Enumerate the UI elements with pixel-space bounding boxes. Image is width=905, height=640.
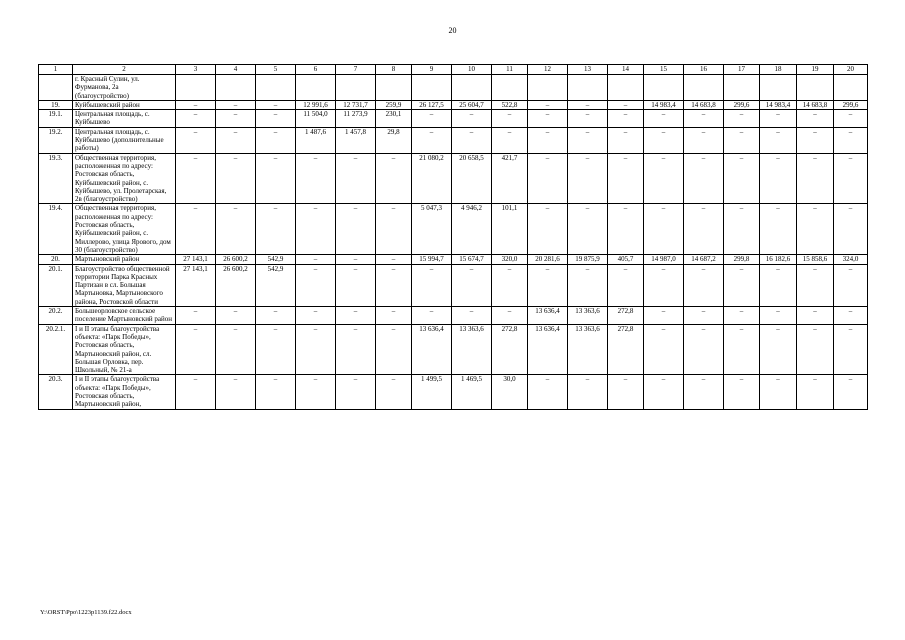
value-cell: 299,6 [724,100,760,109]
value-cell: – [644,375,684,409]
value-cell: 14 987,0 [644,255,684,264]
value-cell: – [797,324,834,375]
value-cell: – [336,307,376,325]
value-cell: – [724,204,760,255]
row-name-cell: Центральная площадь, с. Куйбышево [73,110,176,128]
value-cell: 19 875,9 [568,255,608,264]
value-cell: – [797,264,834,306]
value-cell: 1 469,5 [452,375,492,409]
value-cell: 299,8 [724,255,760,264]
value-cell: – [336,204,376,255]
value-cell: 522,8 [492,100,528,109]
value-cell: – [760,307,797,325]
value-cell: – [568,110,608,128]
value-cell: – [608,264,644,306]
value-cell: – [256,127,296,153]
value-cell: – [568,153,608,204]
value-cell: – [684,204,724,255]
value-cell: 14 683,8 [684,100,724,109]
value-cell: – [296,324,336,375]
value-cell: 299,6 [834,100,868,109]
value-cell: – [724,307,760,325]
value-cell: – [256,204,296,255]
value-cell: 14 983,4 [760,100,797,109]
value-cell: – [834,307,868,325]
value-cell: – [760,375,797,409]
value-cell: 15 674,7 [452,255,492,264]
row-number-cell: 20.2. [39,307,73,325]
value-cell: – [452,127,492,153]
table-row [39,307,868,325]
row-number-cell: 20.3. [39,375,73,409]
value-cell: – [376,153,412,204]
row-number-cell: 19.3. [39,153,73,204]
row-name-cell: I и II этапы благоустройства объекта: «Парк Победы», Ростовская область, Мартыновский район, сл. Большая Орловка, пер. Школьный, № 21-а [73,324,176,375]
value-cell: – [608,204,644,255]
row-number-cell: 19. [39,100,73,109]
value-cell: – [176,307,216,325]
value-cell: – [568,264,608,306]
value-cell: 11 273,9 [336,110,376,128]
value-cell: – [724,375,760,409]
value-cell: – [216,100,256,109]
value-cell: – [684,110,724,128]
column-number: 1 [39,65,73,75]
column-number: 17 [724,65,760,75]
value-cell: 1 457,8 [336,127,376,153]
value-cell: – [492,127,528,153]
value-cell [528,75,568,101]
table-row [39,255,868,264]
value-cell: 13 363,6 [452,324,492,375]
value-cell: – [492,307,528,325]
column-number: 3 [176,65,216,75]
table-body [39,75,868,410]
column-number: 18 [760,65,797,75]
value-cell: 320,0 [492,255,528,264]
value-cell: – [608,100,644,109]
value-cell: 27 143,1 [176,255,216,264]
value-cell: – [608,110,644,128]
value-cell: 14 983,4 [644,100,684,109]
value-cell: 13 636,4 [528,307,568,325]
value-cell: – [568,100,608,109]
column-number: 5 [256,65,296,75]
value-cell: – [176,127,216,153]
value-cell: – [644,204,684,255]
page-number: 20 [448,26,457,35]
value-cell: – [797,307,834,325]
value-cell [216,75,256,101]
value-cell: 13 363,6 [568,324,608,375]
value-cell: 13 636,4 [528,324,568,375]
value-cell: – [644,110,684,128]
value-cell: – [760,153,797,204]
value-cell: – [797,127,834,153]
table-row [39,153,868,204]
row-name-cell: Большеорловское сельское поселение Мартыновский район [73,307,176,325]
value-cell [492,75,528,101]
value-cell [608,75,644,101]
value-cell [176,75,216,101]
value-cell: – [376,324,412,375]
value-cell: – [797,153,834,204]
value-cell: – [376,375,412,409]
value-cell: 1 487,6 [296,127,336,153]
value-cell: – [834,324,868,375]
value-cell: – [797,110,834,128]
column-number-row [39,65,868,75]
value-cell: 13 636,4 [412,324,452,375]
row-name-cell: Мартыновский район [73,255,176,264]
value-cell: – [684,375,724,409]
table-row [39,264,868,306]
value-cell [724,75,760,101]
value-cell: 26 600,2 [216,264,256,306]
row-name-cell: г. Красный Сулин, ул. Фурманова, 2а (благоустройство) [73,75,176,101]
row-number-cell: 20.1. [39,264,73,306]
value-cell: – [452,307,492,325]
value-cell: 12 731,7 [336,100,376,109]
value-cell: 5 047,3 [412,204,452,255]
value-cell: – [644,307,684,325]
value-cell: – [256,153,296,204]
table-row [39,204,868,255]
column-number: 11 [492,65,528,75]
value-cell [797,75,834,101]
value-cell: 272,8 [608,307,644,325]
value-cell: – [684,324,724,375]
value-cell: 542,9 [256,255,296,264]
value-cell: – [216,110,256,128]
value-cell: 101,1 [492,204,528,255]
value-cell: – [216,127,256,153]
row-name-cell: Благоустройство общественной территории Парка Красных Партизан в сл. Большая Мартыновка, Мартыновского района, Ростовской области [73,264,176,306]
row-number-cell: 19.2. [39,127,73,153]
value-cell: – [834,127,868,153]
value-cell: – [336,375,376,409]
value-cell: – [336,324,376,375]
value-cell: – [376,204,412,255]
value-cell: – [296,153,336,204]
value-cell: 26 600,2 [216,255,256,264]
value-cell: 20 658,5 [452,153,492,204]
value-cell: – [834,153,868,204]
value-cell: 405,7 [608,255,644,264]
value-cell [644,75,684,101]
value-cell: – [216,307,256,325]
value-cell: – [797,375,834,409]
value-cell: 21 080,2 [412,153,452,204]
table-row [39,110,868,128]
value-cell: 20 281,6 [528,255,568,264]
value-cell: – [256,307,296,325]
value-cell: 12 991,6 [296,100,336,109]
value-cell [376,75,412,101]
value-cell: – [176,324,216,375]
value-cell: – [412,264,452,306]
value-cell: 25 604,7 [452,100,492,109]
value-cell: – [644,153,684,204]
value-cell: – [834,264,868,306]
value-cell: – [176,375,216,409]
value-cell: 14 683,8 [797,100,834,109]
value-cell: – [216,375,256,409]
value-cell: 230,1 [376,110,412,128]
column-number: 4 [216,65,256,75]
column-number: 19 [797,65,834,75]
value-cell: – [336,255,376,264]
value-cell: 542,9 [256,264,296,306]
value-cell: – [528,127,568,153]
column-number: 9 [412,65,452,75]
value-cell: – [176,110,216,128]
value-cell: 272,8 [608,324,644,375]
value-cell: – [644,127,684,153]
column-number: 12 [528,65,568,75]
value-cell [296,75,336,101]
value-cell: – [608,127,644,153]
value-cell: 27 143,1 [176,264,216,306]
value-cell: – [528,375,568,409]
row-name-cell: I и II этапы благоустройства объекта: «Парк Победы», Ростовская область, Мартыновский район, [73,375,176,409]
value-cell: – [760,127,797,153]
value-cell: – [376,255,412,264]
value-cell: – [834,110,868,128]
value-cell: – [608,375,644,409]
value-cell: – [176,204,216,255]
row-number-cell: 20.2.1. [39,324,73,375]
value-cell: – [492,264,528,306]
value-cell [256,75,296,101]
column-number: 20 [834,65,868,75]
value-cell: 30,0 [492,375,528,409]
column-number: 2 [73,65,176,75]
value-cell: 15 994,7 [412,255,452,264]
value-cell: 13 363,6 [568,307,608,325]
value-cell: – [760,264,797,306]
value-cell: 272,8 [492,324,528,375]
value-cell: – [528,110,568,128]
value-cell: – [256,110,296,128]
row-name-cell: Общественная территория, расположенная по адресу: Ростовская область, Куйбышевский район, с. Куйбышево, ул. Пролетарская, 2в (благоустройство) [73,153,176,204]
value-cell: – [296,204,336,255]
row-name-cell: Общественная территория, расположенная по адресу: Ростовская область, Куйбышевский район, с. Миллерово, улица Ярового, дом 30 (благоустройство) [73,204,176,255]
column-number: 14 [608,65,644,75]
value-cell: – [528,264,568,306]
value-cell: – [528,100,568,109]
column-number: 6 [296,65,336,75]
value-cell: – [684,127,724,153]
table-row [39,324,868,375]
value-cell: – [256,100,296,109]
value-cell: 29,8 [376,127,412,153]
value-cell [412,75,452,101]
value-cell: – [684,264,724,306]
row-number-cell [39,75,73,101]
value-cell: – [216,324,256,375]
value-cell: – [176,153,216,204]
value-cell: – [568,127,608,153]
value-cell: 1 499,5 [412,375,452,409]
column-number: 7 [336,65,376,75]
row-number-cell: 19.1. [39,110,73,128]
row-number-cell: 19.4. [39,204,73,255]
value-cell: – [724,264,760,306]
value-cell: – [568,375,608,409]
table-row [39,127,868,153]
value-cell: – [724,153,760,204]
value-cell: 4 946,2 [452,204,492,255]
value-cell: – [492,110,528,128]
value-cell: – [296,255,336,264]
value-cell: – [452,264,492,306]
value-cell: 26 127,5 [412,100,452,109]
value-cell: 421,7 [492,153,528,204]
value-cell: – [568,204,608,255]
value-cell: – [724,110,760,128]
column-number: 8 [376,65,412,75]
value-cell: – [684,153,724,204]
column-number: 13 [568,65,608,75]
value-cell: – [452,110,492,128]
value-cell: – [760,110,797,128]
value-cell: – [256,324,296,375]
value-cell [834,75,868,101]
value-cell [452,75,492,101]
value-cell: – [176,100,216,109]
value-cell: – [834,375,868,409]
value-cell: – [412,307,452,325]
value-cell: – [256,375,296,409]
value-cell: – [528,204,568,255]
table-row [39,100,868,109]
value-cell: – [797,204,834,255]
value-cell [336,75,376,101]
value-cell: 14 687,2 [684,255,724,264]
value-cell: 11 504,0 [296,110,336,128]
value-cell: – [760,204,797,255]
column-number: 15 [644,65,684,75]
footer-file-path: Y:\ORST\Ppo\1223p1139.f22.docx [40,609,132,616]
value-cell: – [608,153,644,204]
value-cell: – [644,324,684,375]
value-cell: 16 182,6 [760,255,797,264]
value-cell: – [684,307,724,325]
value-cell: – [376,307,412,325]
value-cell: – [412,110,452,128]
value-cell: – [336,264,376,306]
value-cell: 324,0 [834,255,868,264]
value-cell: – [760,324,797,375]
value-cell: – [216,204,256,255]
value-cell: – [296,264,336,306]
row-name-cell: Куйбышевский район [73,100,176,109]
value-cell: 259,9 [376,100,412,109]
table-row [39,375,868,409]
value-cell: – [216,153,256,204]
value-cell: – [528,153,568,204]
value-cell: – [834,204,868,255]
value-cell: – [376,264,412,306]
value-cell: – [644,264,684,306]
column-number: 16 [684,65,724,75]
table-row [39,75,868,101]
budget-table [38,64,868,410]
value-cell: – [724,324,760,375]
column-number: 10 [452,65,492,75]
value-cell: – [412,127,452,153]
value-cell [568,75,608,101]
value-cell: – [724,127,760,153]
value-cell [760,75,797,101]
value-cell: – [336,153,376,204]
value-cell: 15 858,6 [797,255,834,264]
row-number-cell: 20. [39,255,73,264]
value-cell: – [296,307,336,325]
value-cell: – [296,375,336,409]
value-cell [684,75,724,101]
row-name-cell: Центральная площадь, с. Куйбышево (дополнительные работы) [73,127,176,153]
